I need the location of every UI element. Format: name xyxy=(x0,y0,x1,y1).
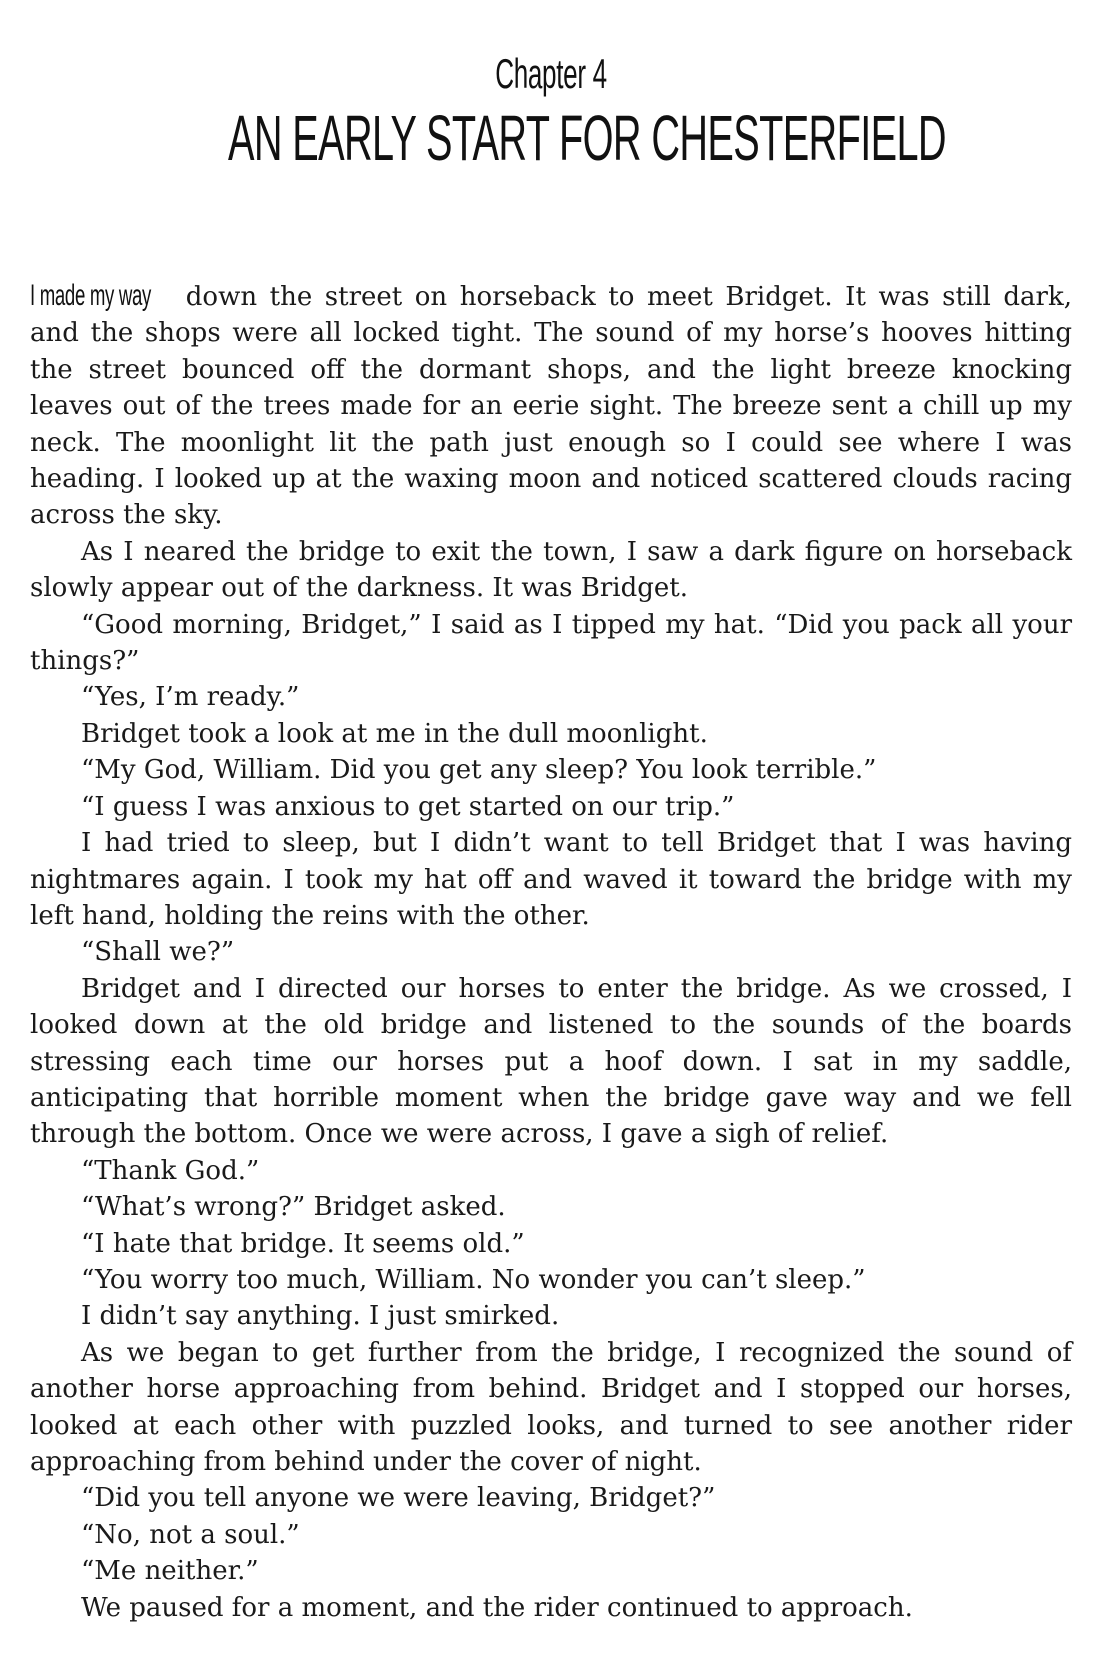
paragraph: “I guess I was anxious to get started on our trip.” xyxy=(81,791,735,822)
paragraph: “You worry too much, William. No wonder you can’t sleep.” xyxy=(81,1264,866,1295)
chapter-body xyxy=(30,278,1072,1626)
paragraph: As we began to get further from the bridge, I recognized the sound of another horse approaching from behind. Bridget and I stopped our horses, looked at each other with puzzled looks, and turned to see another rider approaching from behind under the cover of night. xyxy=(30,1337,1072,1477)
paragraph: We paused for a moment, and the rider continued to approach. xyxy=(81,1592,913,1623)
paragraph: Bridget took a look at me in the dull moonlight. xyxy=(81,718,708,749)
chapter-title: AN EARLY START FOR CHESTERFIELD xyxy=(227,102,946,174)
paragraph: As I neared the bridge to exit the town, I saw a dark figure on horseback slowly appear out of the darkness. It was Bridget. xyxy=(30,536,1072,604)
paragraph: “Me neither.” xyxy=(81,1556,259,1587)
paragraph: “Thank God.” xyxy=(81,1155,260,1186)
paragraph: “Did you tell anyone we were leaving, Bridget?” xyxy=(81,1483,716,1514)
paragraph: “What’s wrong?” Bridget asked. xyxy=(81,1192,506,1223)
paragraph: “No, not a soul.” xyxy=(81,1519,300,1550)
lead-in-text: I made my way xyxy=(30,279,152,312)
paragraph: I didn’t say anything. I just smirked. xyxy=(81,1301,560,1332)
paragraph: “Yes, I’m ready.” xyxy=(81,682,300,713)
chapter-label: Chapter 4 xyxy=(495,50,607,97)
paragraph: “My God, William. Did you get any sleep? You look terrible.” xyxy=(81,755,877,786)
paragraph: “I hate that bridge. It seems old.” xyxy=(81,1228,525,1259)
book-page xyxy=(30,0,1072,1667)
chapter-header xyxy=(30,48,1072,176)
paragraph: I had tried to sleep, but I didn’t want to tell Bridget that I was having nightmares again. I took my hat off and waved it toward the bridge with my left hand, holding the reins with the other. xyxy=(30,828,1072,931)
paragraph: Bridget and I directed our horses to enter the bridge. As we crossed, I looked down at the old bridge and listened to the sounds of the boards stressing each time our horses put a hoof down. I sat in my saddle, anticipating that horrible moment when the bridge gave way and we fell through the bottom. Once we were across, I gave a sigh of relief. xyxy=(30,973,1072,1150)
paragraph: “Shall we?” xyxy=(81,937,235,968)
paragraph-text: down the street on horseback to meet Bridget. It was still dark, and the shops were all locked tight. The sound of my horse’s hooves hitting the street bounced off the dormant shops, and the light breeze knocking leaves out of the trees made for an eerie sight. The breeze sent a chill up my neck. The moonlight lit the path just enough so I could see where I was heading. I looked up at the waxing moon and noticed scattered clouds racing across the sky. xyxy=(30,282,1072,531)
paragraph: “Good morning, Bridget,” I said as I tipped my hat. “Did you pack all your things?” xyxy=(30,609,1072,677)
paragraph xyxy=(30,278,1072,534)
